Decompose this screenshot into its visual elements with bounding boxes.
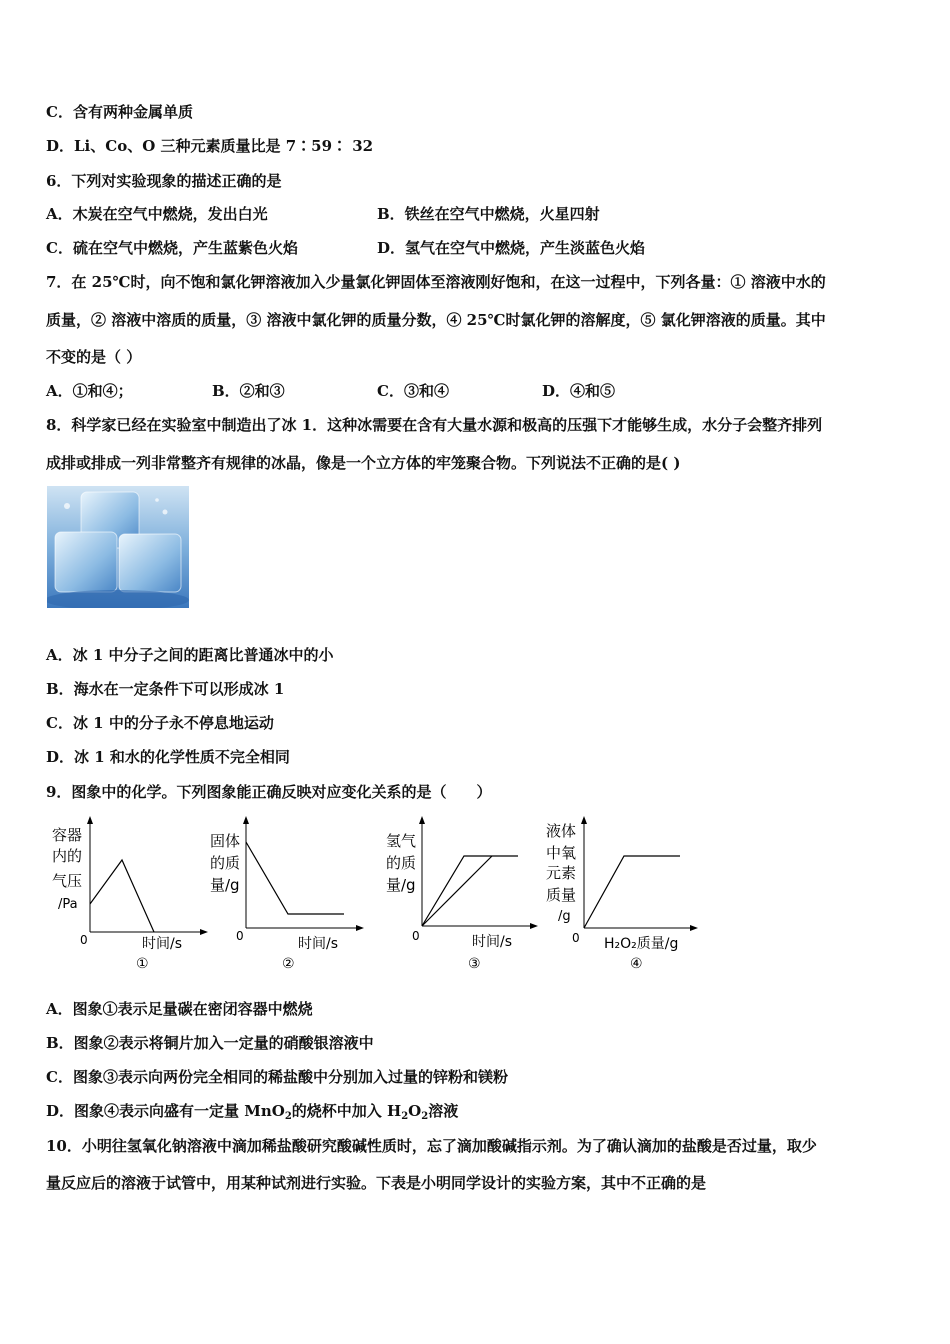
graph2-origin: 0 — [236, 929, 244, 943]
graph1-origin: 0 — [80, 933, 88, 947]
graph4-ylabel-0: 液体 — [546, 822, 577, 840]
graph-2 — [206, 816, 366, 980]
graph2-xlabel: 时间/s — [298, 936, 339, 952]
question-6: 6．下列对实验现象的描述正确的是 — [46, 172, 282, 190]
graph3-ylabel-1: 的质 — [386, 854, 417, 872]
q8-option-d: D．冰 1 和水的化学性质不完全相同 — [46, 748, 290, 766]
q6-option-d: D．氢气在空气中燃烧，产生淡蓝色火焰 — [377, 239, 646, 257]
question-8-line2: 成排或排成一列非常整齐有规律的冰晶，像是一个立方体的牢笼聚合物。下列说法不正确的是( ) — [46, 454, 681, 472]
graph2-ylabel-1: 的质 — [210, 854, 241, 872]
graph4-number: ④ — [630, 956, 643, 972]
graph4-origin: 0 — [572, 931, 580, 945]
graph1-ylabel-1: 内的 — [52, 847, 83, 865]
graph4-ylabel-2: 元素 — [546, 864, 577, 882]
question-10-line2: 量反应后的溶液于试管中，用某种试剂进行实验。下表是小明同学设计的实验方案，其中不正确的是 — [46, 1174, 707, 1192]
q7-option-d: D．④和⑤ — [542, 382, 616, 400]
question-9: 9．图象中的化学。下列图象能正确反映对应变化关系的是（ ） — [46, 783, 492, 801]
ice-cube-photo — [47, 486, 189, 608]
graph4-ylabel-1: 中氧 — [546, 844, 577, 862]
q8-option-b: B．海水在一定条件下可以形成冰 1 — [46, 680, 285, 698]
question-10-line1: 10．小明往氢氧化钠溶液中滴加稀盐酸研究酸碱性质时，忘了滴加酸碱指示剂。为了确认滴加的盐酸是否过量，取少 — [46, 1137, 817, 1155]
q9-option-c: C．图象③表示向两份完全相同的稀盐酸中分别加入过量的锌粉和镁粉 — [46, 1068, 508, 1086]
q7-option-c: C．③和④ — [377, 382, 449, 400]
option-c-line: C．含有两种金属单质 — [46, 103, 193, 121]
graph1-number: ① — [136, 956, 149, 972]
graph-4 — [544, 816, 704, 980]
graph4-ylabel-4: /g — [558, 909, 571, 924]
question-8-line1: 8．科学家已经在实验室中制造出了冰 1．这种冰需要在含有大量水源和极高的压强下才能够生成，水分子会整齐排列 — [46, 416, 823, 434]
graph4-xlabel: H₂O₂质量/g — [604, 936, 679, 952]
option-d-line: D．Li、Co、O 三种元素质量比是 7∶59∶ 32 — [46, 137, 374, 155]
q9-option-b: B．图象②表示将铜片加入一定量的硝酸银溶液中 — [46, 1034, 374, 1052]
graph1-ylabel-0: 容器 — [52, 826, 83, 844]
graph3-ylabel-2: 量/g — [386, 876, 416, 894]
graph2-number: ② — [282, 956, 295, 972]
graph1-ylabel-3: /Pa — [58, 897, 78, 912]
q9-option-a: A．图象①表示足量碳在密闭容器中燃烧 — [46, 1000, 313, 1018]
graph3-origin: 0 — [412, 929, 420, 943]
graph2-ylabel-0: 固体 — [210, 832, 241, 850]
graph3-ylabel-0: 氢气 — [386, 832, 417, 850]
question-7-line1: 7．在 25℃时，向不饱和氯化钾溶液加入少量氯化钾固体至溶液刚好饱和，在这一过程中，下列各量：① 溶液中水的 — [46, 273, 826, 291]
graph3-number: ③ — [468, 956, 481, 972]
q7-option-a: A．①和④； — [46, 382, 133, 400]
q9-option-d: D．图象④表示向盛有一定量 MnO$_2$的烧杯中加入 $H_2O_2$溶液 — [46, 1102, 459, 1122]
graph2-ylabel-2: 量/g — [210, 876, 240, 894]
q8-option-c: C．冰 1 中的分子永不停息地运动 — [46, 714, 274, 732]
graph4-ylabel-3: 质量 — [546, 886, 577, 904]
graph1-xlabel: 时间/s — [142, 936, 183, 952]
graph3-xlabel: 时间/s — [472, 934, 513, 950]
q6-option-a: A．木炭在空气中燃烧，发出白光 — [46, 205, 268, 223]
graph-1 — [48, 816, 208, 980]
q7-option-b: B．②和③ — [212, 382, 285, 400]
q6-option-b: B．铁丝在空气中燃烧，火星四射 — [377, 205, 600, 223]
q6-option-c: C．硫在空气中燃烧，产生蓝紫色火焰 — [46, 239, 298, 257]
graph1-ylabel-2: 气压 — [52, 872, 83, 890]
q8-option-a: A．冰 1 中分子之间的距离比普通冰中的小 — [46, 646, 334, 664]
graph-3 — [384, 816, 544, 980]
question-7-line2: 质量，② 溶液中溶质的质量，③ 溶液中氯化钾的质量分数，④ 25℃时氯化钾的溶解度，⑤ 氯化钾溶液的质量。其中 — [46, 311, 826, 329]
question-7-line3: 不变的是（ ） — [46, 348, 142, 366]
